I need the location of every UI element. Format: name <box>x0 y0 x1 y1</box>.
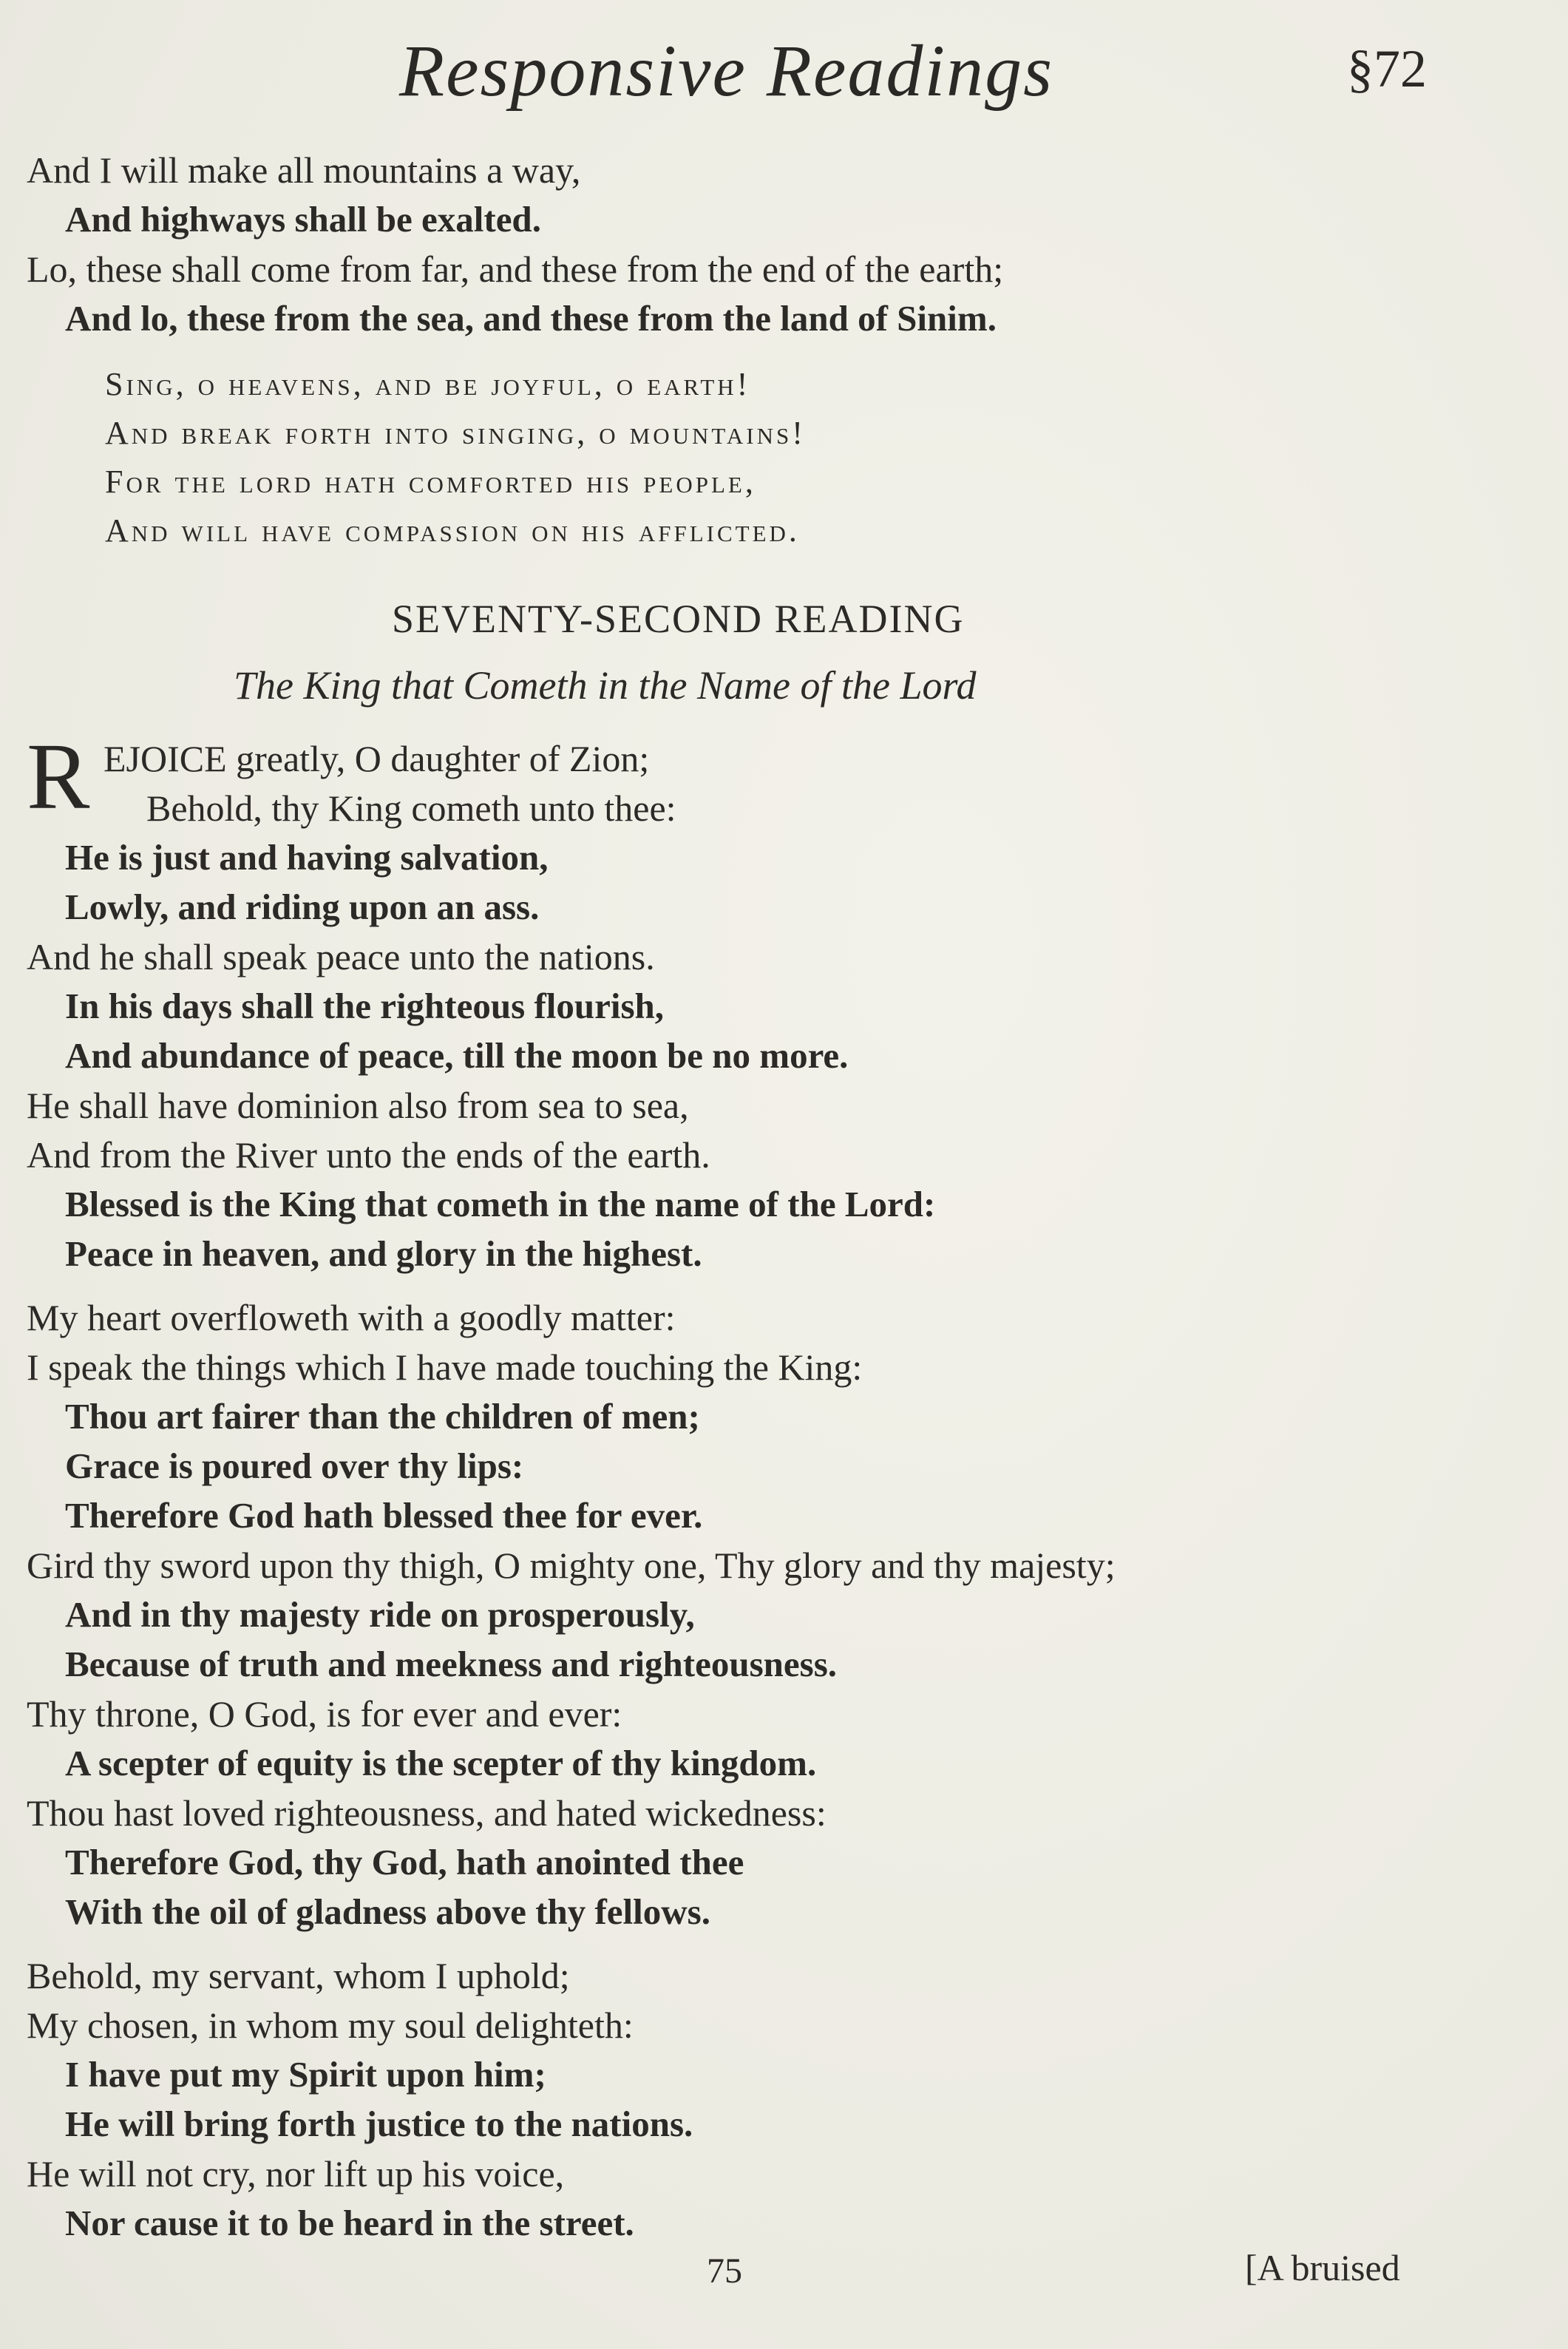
response-line: He will bring forth justice to the nations. <box>65 2104 693 2144</box>
verse-line: And I will make all mountains a way, <box>27 149 581 191</box>
response-line: Nor cause it to be heard in the street. <box>65 2203 634 2243</box>
response-line: Therefore God, thy God, hath anointed thee <box>65 1842 744 1882</box>
response-line: Blessed is the King that cometh in the name of the Lord: <box>65 1184 936 1224</box>
reading-heading: SEVENTY-SECOND READING <box>392 597 965 641</box>
response-line: And in thy majesty ride on prosperously, <box>65 1594 695 1635</box>
response-line: In his days shall the righteous flourish, <box>65 986 665 1026</box>
chorus-line: And break forth into singing, o mountains! <box>105 415 806 451</box>
chorus-line: And will have compassion on his afflicted. <box>105 512 800 549</box>
response-line: Grace is poured over thy lips: <box>65 1445 524 1486</box>
verse-line: Behold, my servant, whom I uphold; <box>27 1955 570 1996</box>
response-line: A scepter of equity is the scepter of thy kingdom. <box>65 1743 817 1783</box>
response-line: And lo, these from the sea, and these from the land of Sinim. <box>65 298 997 339</box>
response-line: Peace in heaven, and glory in the highest. <box>65 1233 702 1274</box>
verse-line: And he shall speak peace unto the nations. <box>27 936 655 977</box>
response-line: Because of truth and meekness and righteousness. <box>65 1644 838 1684</box>
verse-line: Gird thy sword upon thy thigh, O mighty one, Thy glory and thy majesty; <box>27 1545 1116 1586</box>
verse-line: Behold, thy King cometh unto thee: <box>146 787 676 829</box>
verse-line: And from the River unto the ends of the earth. <box>27 1134 710 1176</box>
section-number: §72 <box>1347 39 1427 98</box>
verse-line: My heart overfloweth with a goodly matter: <box>27 1297 676 1338</box>
verse-line: I speak the things which I have made touching the King: <box>27 1346 863 1388</box>
chorus-line: For the lord hath comforted his people, <box>105 464 756 500</box>
response-line: He is just and having salvation, <box>65 837 549 878</box>
verse-line: He will not cry, nor lift up his voice, <box>27 2153 565 2194</box>
page-number: 75 <box>707 2251 742 2291</box>
response-line: And abundance of peace, till the moon be no more. <box>65 1035 849 1076</box>
verse-line: EJOICE greatly, O daughter of Zion; <box>103 738 650 779</box>
response-line: I have put my Spirit upon him; <box>65 2054 546 2095</box>
chorus-line: Sing, o heavens, and be joyful, o earth! <box>105 366 751 402</box>
response-line: Therefore God hath blessed thee for ever. <box>65 1495 703 1536</box>
verse-line: Thy throne, O God, is for ever and ever: <box>27 1693 622 1735</box>
verse-line: Thou hast loved righteousness, and hated wickedness: <box>27 1792 827 1834</box>
verse-line: My chosen, in whom my soul delighteth: <box>27 2004 634 2046</box>
response-line: Thou art fairer than the children of men; <box>65 1396 700 1437</box>
response-line: With the oil of gladness above thy fellows. <box>65 1891 710 1932</box>
drop-cap: R <box>27 724 90 829</box>
verse-line: Lo, these shall come from far, and these from the end of the earth; <box>27 248 1004 290</box>
running-header-title: Responsive Readings <box>399 30 1054 112</box>
verse-line: He shall have dominion also from sea to sea, <box>27 1085 689 1126</box>
reading-subtitle: The King that Cometh in the Name of the Lord <box>234 663 977 708</box>
catchword: [A bruised <box>1245 2247 1400 2288</box>
response-line: Lowly, and riding upon an ass. <box>65 887 540 927</box>
response-line: And highways shall be exalted. <box>65 199 541 240</box>
